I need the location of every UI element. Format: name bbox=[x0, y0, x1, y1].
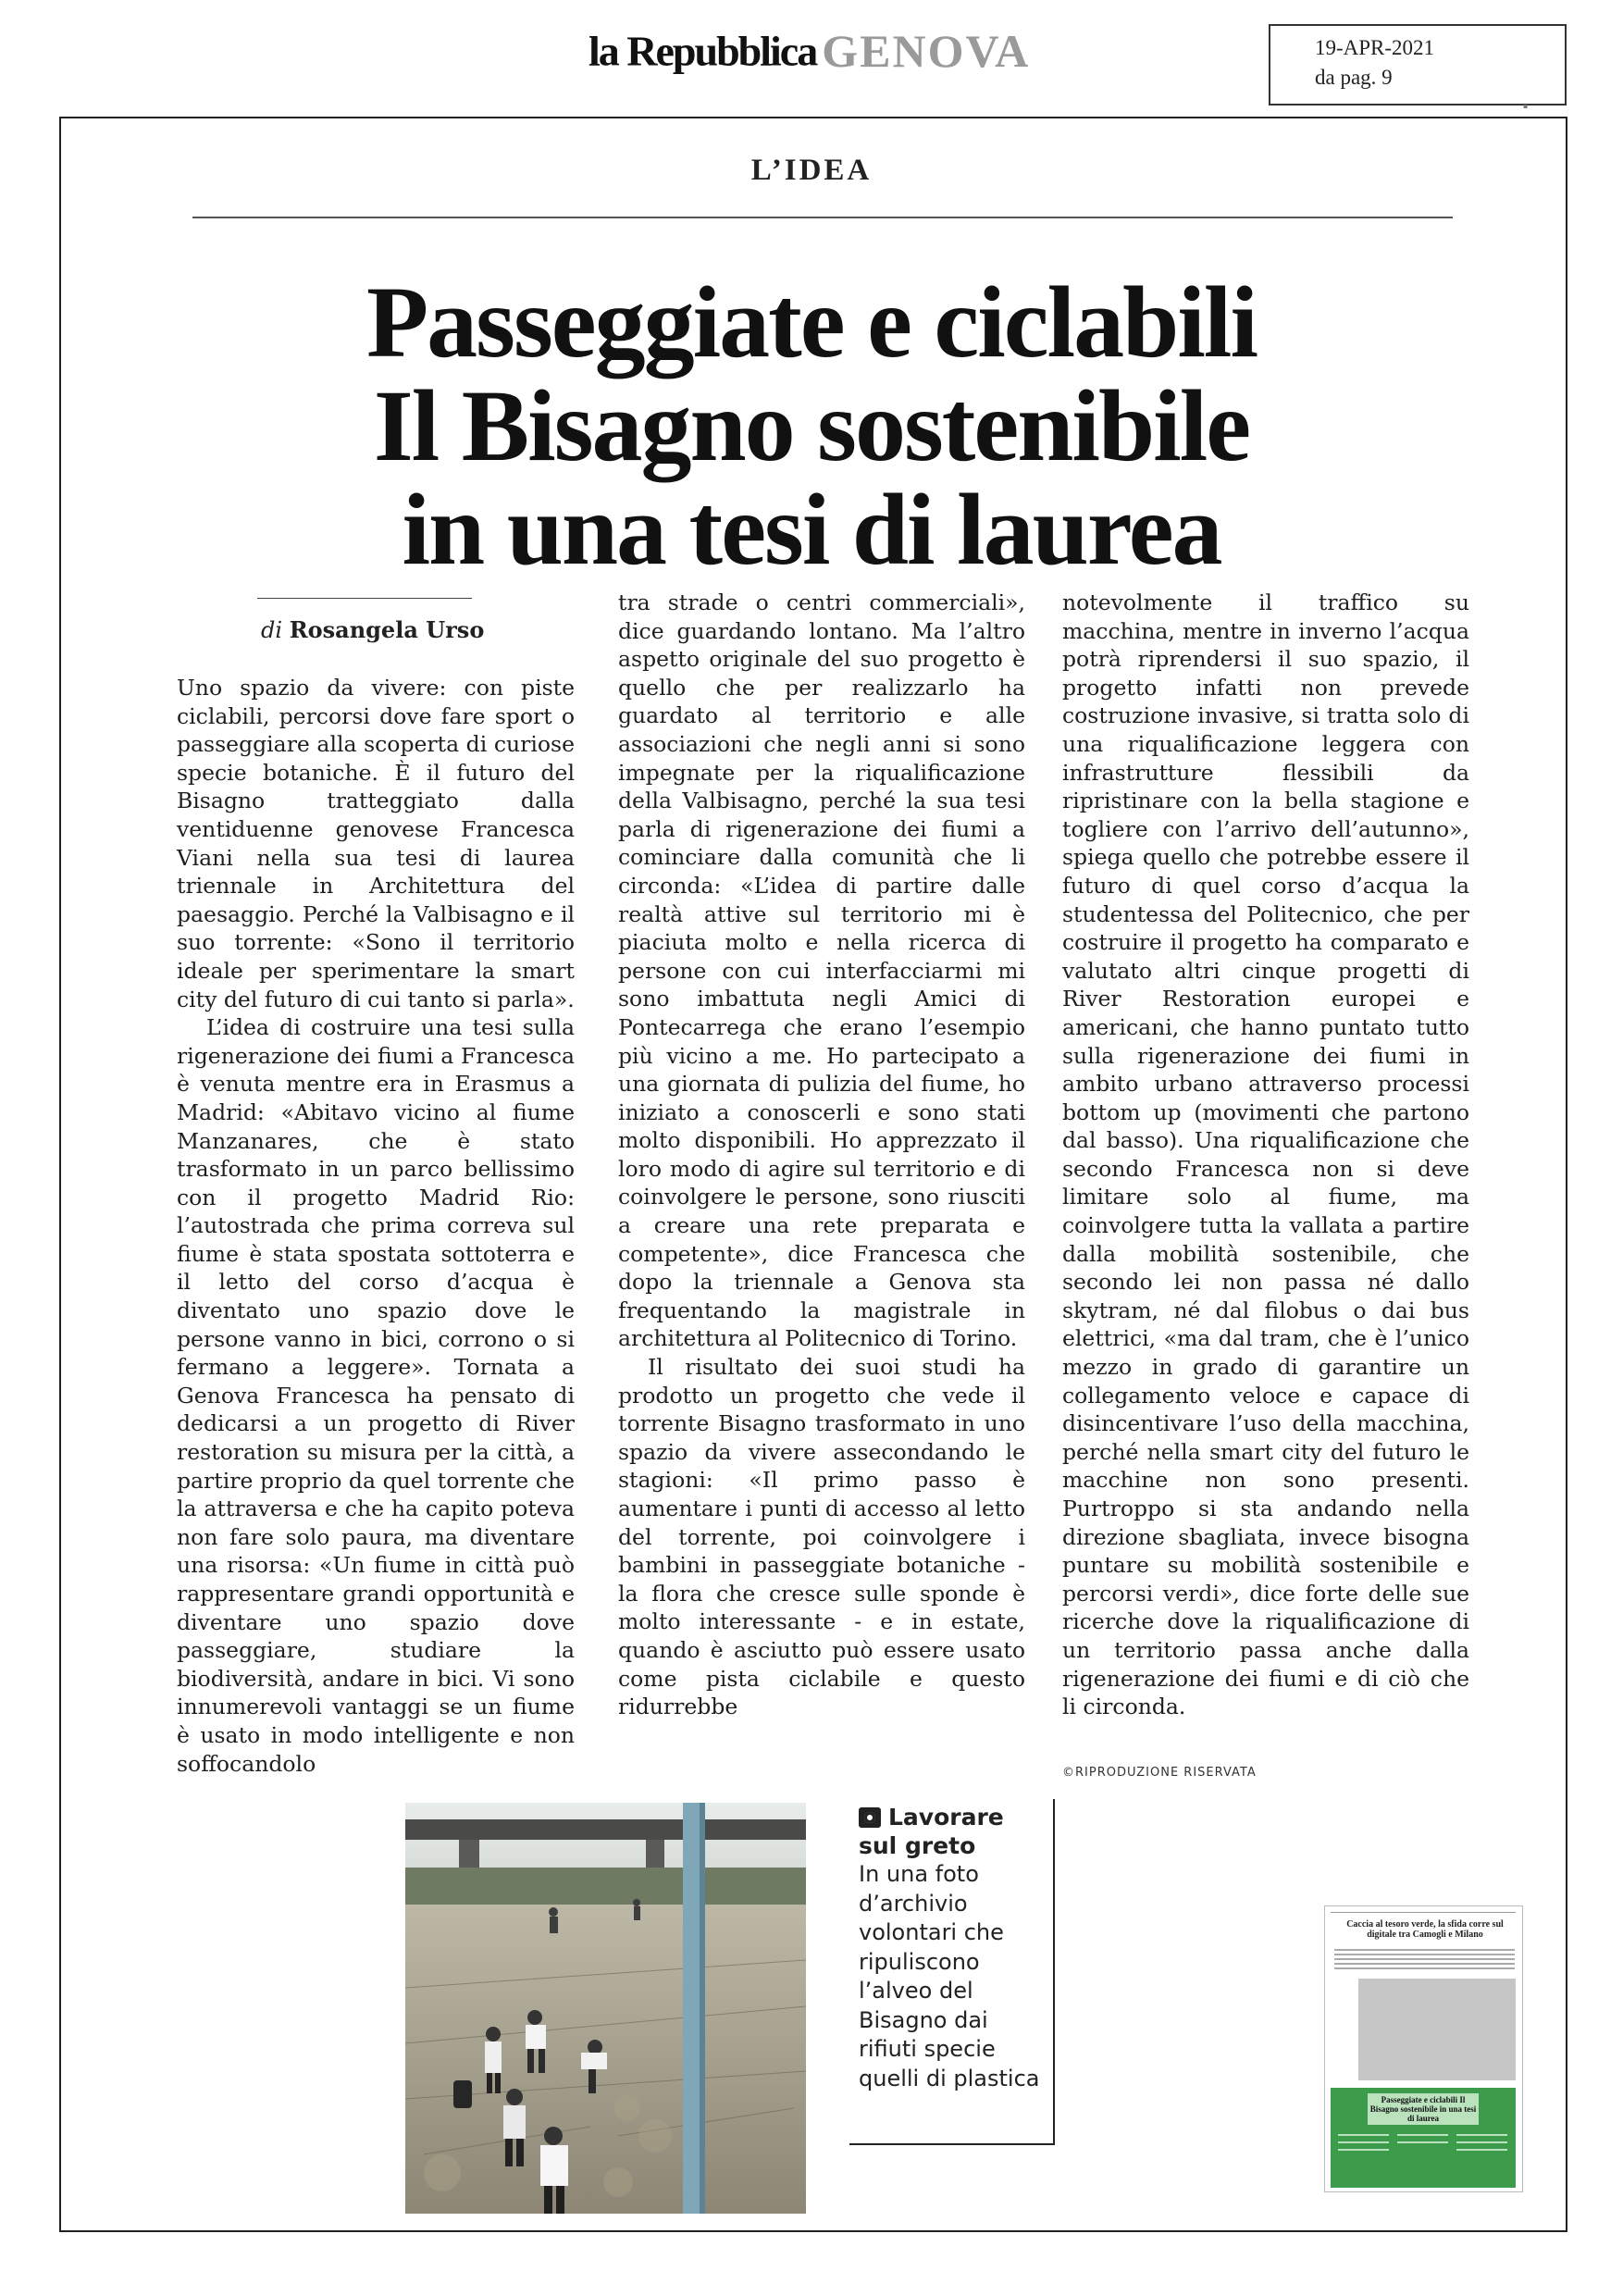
thumbnail-headline: Caccia al tesoro verde, la sfida corre sul digitale tra Camogli e Milano bbox=[1346, 1919, 1504, 1940]
paragraph: L’idea di costruire una tesi sulla rigenerazione dei fiumi a Francesca è venuta mentre era in Erasmus a Madrid: «Abitavo vicino al fiume Manzanares, che è stato trasformato in un parco bellissimo con il progetto Madrid Rio: l’autostrada che prima correva sul fiume è stata spostata sottoterra e il letto del corso d’acqua è diventato uno spazio dove le persone vanno in bici, corrono o si fermano a leggere». Tornata a Genova Francesca ha pensato di dedicarsi a un progetto di River restoration su misura per la città, a partire proprio da quel torrente che la attraversa e che ha capito poteva non fare solo paura, ma diventare una risorsa: «Un fiume in città può rappresentare grandi opportunità e diventare uno spazio dove passeggiare, studiare la biodiversità, andare in bici. Vi sono innumerevoli vantaggi se un fiume è usato in modo intelligente e non soffocandolo bbox=[177, 1014, 575, 1777]
article-column-3 bbox=[1062, 589, 1469, 1721]
caption-text: In una foto d’archivio volontari che ripuliscono l’alveo del Bisagno dai rifiuti specie quelli di plastica bbox=[859, 1861, 1040, 2091]
volunteers-photo-illustration bbox=[405, 1803, 806, 2214]
byline-divider bbox=[257, 598, 472, 599]
publication-date: 19-APR-2021 bbox=[1315, 36, 1435, 59]
article-photo bbox=[405, 1803, 806, 2214]
headline-line-1: Passeggiate e ciclabili bbox=[365, 266, 1258, 379]
copyright-notice: ©RIPRODUZIONE RISERVATA bbox=[1062, 1766, 1257, 1780]
masthead bbox=[588, 24, 1030, 80]
thumbnail-inset-headline: Passeggiate e ciclabili Il Bisagno sostenibile in una tesi di laurea bbox=[1368, 2093, 1479, 2125]
headline bbox=[0, 266, 1623, 586]
date-box bbox=[1269, 24, 1567, 105]
paragraph: Il risultato dei suoi studi ha prodotto un progetto che vede il torrente Bisagno trasformato in uno spazio da vivere assecondando le stagioni: «Il primo passo è aumentare i punti di accesso al letto del torrente, poi coinvolgere i bambini in passeggiate botaniche - la flora che cresce sulle sponde è molto interessante - e in estate, quando è asciutto può essere usato come pista ciclabile e questo ridurrebbe bbox=[618, 1354, 1025, 1720]
headline-line-3: in una tesi di laurea bbox=[402, 473, 1221, 586]
section-kicker: L’IDEA bbox=[750, 154, 873, 187]
page-thumbnail bbox=[1324, 1905, 1523, 2192]
photo-caption bbox=[859, 1803, 1044, 2093]
byline bbox=[261, 616, 484, 643]
thumbnail-green-box bbox=[1331, 2088, 1516, 2188]
headline-line-2: Il Bisagno sostenibile bbox=[373, 369, 1250, 482]
paragraph: notevolmente il traffico su macchina, mentre in inverno l’acqua potrà riprendersi il suo spazio, il progetto infatti non prevede costruzione invasive, si tratta solo di una riqualificazione leggera con infrastrutture flessibili da ripristinare con la bella stagione e toglierе con l’arrivo dell’autunno», spiega quello che potrebbe essere il futuro di quel corso d’acqua la studentessa del Politecnico, che per costruire il progetto ha comparato e valutato altri cinque progetti di River Restoration europei e americani, che hanno puntato tutto sulla rigenerazione dei fiumi in ambito urbano attraverso processi bottom up (movimenti che partono dal basso). Una riqualificazione che secondo Francesca non si deve limitare solo al fiume, ma coinvolgere tutta la vallata a partire dalla mobilità sostenibile, che secondo lei non passa né dallo skytram, né dal filobus o dai bus elettrici, «ma dal tram, che è l’unico mezzo in grado di garantire un collegamento veloce e capace di disincentivare l’uso della macchina, perché nella smart city del futuro le macchine non sono presenti. Purtroppo si sta andando nella direzione sbagliata, invece bisogna puntare su mobilità sostenibile e percorsi verdi», dice forte delle sue ricerche dove la riqualificazione di un territorio passa anche dalla rigenerazione dei fiumi e di ciò che li circonda. bbox=[1062, 590, 1469, 1720]
caption-title: Lavorare sul greto bbox=[859, 1804, 1004, 1859]
article-column-2 bbox=[618, 589, 1025, 1721]
kicker-divider bbox=[192, 217, 1453, 218]
thumbnail-photo bbox=[1358, 1979, 1516, 2080]
page-reference: da pag. 9 bbox=[1315, 66, 1393, 89]
paragraph: tra strade o centri commerciali», dice guardando lontano. Ma l’altro aspetto originale del suo progetto è quello che per realizzarlo ha guardato al territorio e alle associazioni che negli anni si sono impegnate per la riqualificazione della Valbisagno, perché la sua tesi parla di rigenerazione dei fiumi a cominciare dalla comunità che li circonda: «L’idea di partire dalle realtà attive sul territorio mi è piaciuta molto e nella ricerca di persone con cui interfacciarmi mi sono imbattuta negli Amici di Pontecarrega che erano l’esempio più vicino a me. Ho partecipato a una giornata di pulizia del fiume, ho iniziato a conoscerli e sono stati molto disponibili. Ho apprezzato il loro modo di agire sul territorio e di coinvolgere le persone, sono riusciti a creare una rete preparata e competente», dice Francesca che dopo la triennale a Genova sta frequentando la magistrale in architettura al Politecnico di Torino. bbox=[618, 590, 1025, 1352]
byline-prefix: di bbox=[261, 617, 283, 643]
paragraph: Uno spazio da vivere: con piste ciclabili, percorsi dove fare sport o passeggiare alla scoperta di curiose specie botaniche. È il futuro del Bisagno tratteggiato dalla ventiduenne genovese Francesca Viani nella sua tesi di laurea triennale in Architettura del paesaggio. Perché la Valbisagno e il suo torrente: «Sono il territorio ideale per sperimentare la smart city del futuro di cui tanto si parla». bbox=[177, 675, 575, 1012]
thumbnail-header-rule bbox=[1331, 1912, 1516, 1913]
edition-name: GENOVA bbox=[822, 25, 1031, 77]
newspaper-brand: la Repubblica bbox=[588, 27, 817, 75]
thumbnail-text-lines bbox=[1334, 1949, 1515, 1972]
corner-mark: ▪ bbox=[1523, 102, 1529, 110]
byline-author: Rosangela Urso bbox=[289, 616, 485, 643]
article-column-1 bbox=[177, 674, 575, 1778]
camera-icon bbox=[859, 1807, 881, 1828]
